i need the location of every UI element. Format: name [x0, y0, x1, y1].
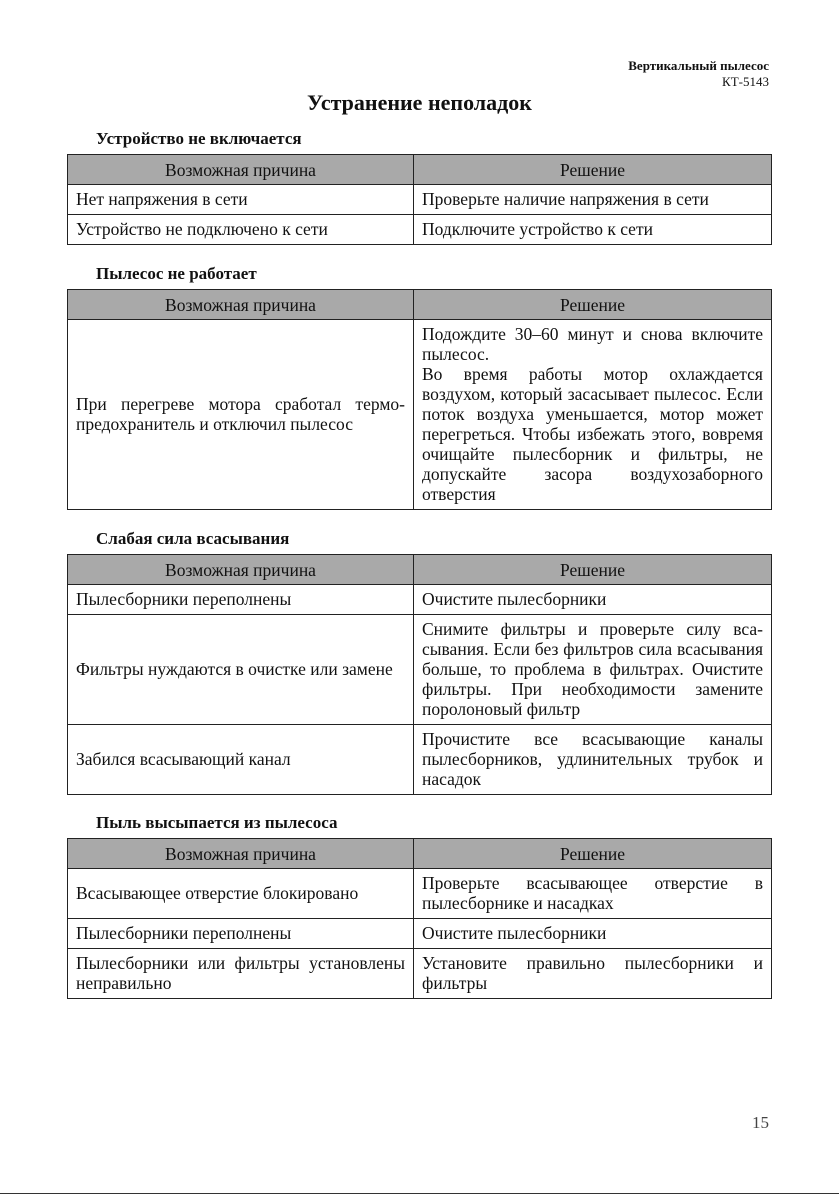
section-title: Устройство не включается	[96, 129, 302, 148]
table-row	[68, 949, 772, 999]
bottom-rule	[0, 1193, 839, 1194]
section-vacuum-not-working	[67, 264, 771, 510]
solution-cell: Прочистите все всасывающие каналы пылесборников, удлинительных трубок и насадок	[414, 725, 772, 795]
page-title: Устранение неполадок	[307, 90, 532, 115]
section-device-not-turning-on	[67, 129, 771, 245]
page-number: 15	[752, 1113, 769, 1132]
cause-cell: Забился всасывающий канал	[68, 725, 414, 795]
table-row	[68, 185, 772, 215]
troubleshooting-table	[67, 154, 772, 245]
table-row	[68, 585, 772, 615]
product-model: КТ-5143	[722, 74, 769, 89]
section-title: Слабая сила всасывания	[96, 529, 290, 548]
table-header-row	[68, 155, 772, 185]
cause-cell: Пылесборники переполнены	[68, 919, 414, 949]
table-row	[68, 615, 772, 725]
cause-cell: Пылесборники или фильтры установлены неправильно	[68, 949, 414, 999]
table-header-row	[68, 290, 772, 320]
column-header-solution: Решение	[414, 290, 772, 320]
product-name: Вертикальный пылесос	[628, 58, 769, 73]
table-header-row	[68, 839, 772, 869]
solution-cell: Проверьте наличие напряжения в сети	[414, 185, 772, 215]
column-header-cause: Возможная причина	[68, 290, 414, 320]
troubleshooting-table	[67, 554, 772, 795]
table-row	[68, 215, 772, 245]
solution-cell: Снимите фильтры и проверьте силу всасывания. Если без фильтров сила всасывания больше, то проблема в фильтрах. Очистите фильтры. При необходимости замените поролоновый фильтр	[414, 615, 772, 725]
solution-text: Подождите 30–60 минут и снова включите пылесос.	[422, 324, 763, 364]
solution-cell	[414, 320, 772, 510]
section-title: Пыль высыпается из пылесоса	[96, 813, 338, 832]
document-header	[628, 58, 769, 90]
column-header-cause: Возможная причина	[68, 555, 414, 585]
cause-cell: Устройство не подключено к сети	[68, 215, 414, 245]
solution-cell: Очистите пылесборники	[414, 919, 772, 949]
column-header-cause: Возможная причина	[68, 839, 414, 869]
solution-cell: Проверьте всасывающее отверстие в пылесборнике и насадках	[414, 869, 772, 919]
cause-cell: Фильтры нуждаются в очистке или замене	[68, 615, 414, 725]
cause-cell: Пылесборники переполнены	[68, 585, 414, 615]
table-row	[68, 869, 772, 919]
column-header-cause: Возможная причина	[68, 155, 414, 185]
section-title: Пылесос не работает	[96, 264, 257, 283]
cause-cell: Нет напряжения в сети	[68, 185, 414, 215]
cause-cell: Всасывающее отверстие блокировано	[68, 869, 414, 919]
section-dust-falling-out	[67, 813, 771, 999]
section-weak-suction	[67, 529, 771, 795]
solution-cell: Очистите пылесборники	[414, 585, 772, 615]
troubleshooting-table	[67, 289, 772, 510]
table-row	[68, 919, 772, 949]
column-header-solution: Решение	[414, 555, 772, 585]
table-row	[68, 725, 772, 795]
column-header-solution: Решение	[414, 155, 772, 185]
solution-cell: Подключите устройство к сети	[414, 215, 772, 245]
solution-cell: Установите правильно пылесборники и фильтры	[414, 949, 772, 999]
cause-cell: При перегреве мотора сработал термопредохранитель и отключил пылесос	[68, 320, 414, 510]
troubleshooting-table	[67, 838, 772, 999]
table-header-row	[68, 555, 772, 585]
table-row	[68, 320, 772, 510]
column-header-solution: Решение	[414, 839, 772, 869]
solution-text-detail: Во время работы мотор охлаждается воздухом, который засасывает пылесос. Если поток воздуха уменьшается, мотор может перегреться. Чтобы избежать этого, вовремя очищайте пылесборник и фильтры, не допускайте засора воздухозаборного отверстия	[422, 364, 763, 504]
